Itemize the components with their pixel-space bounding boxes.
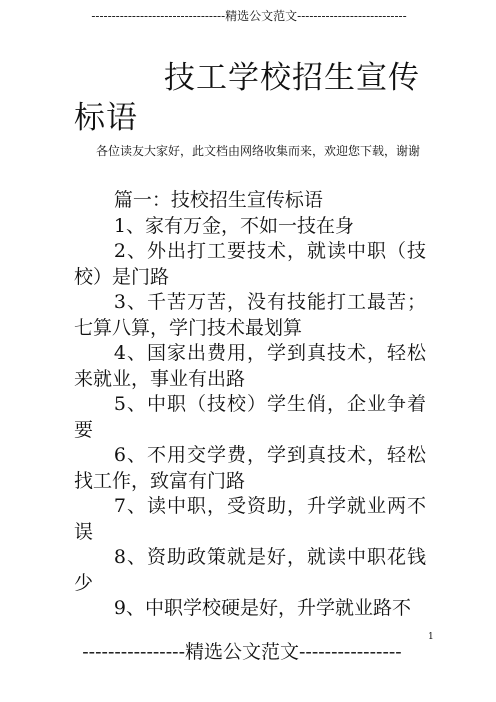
section-heading: 篇一：技校招生宣传标语 <box>113 189 323 211</box>
document-body <box>74 188 426 622</box>
list-item: 3、千苦万苦，没有技能打工最苦；七算八算，学门技术最划算 <box>74 291 426 339</box>
page-footer: ----------------精选公文范文---------------- <box>82 641 402 663</box>
title-line-1: 技工学校招生宣传 <box>164 60 420 96</box>
list-item: 1、家有万金，不如一技在身 <box>113 214 354 237</box>
document-title <box>74 58 428 138</box>
list-item: 9、中职学校硬是好，升学就业路不 <box>113 597 411 619</box>
list-item: 6、不用交学费，学到真技术，轻松找工作，致富有门路 <box>74 444 426 492</box>
download-notice: 各位读友大家好，此文档由网络收集而来，欢迎您下载，谢谢 <box>95 144 420 158</box>
title-line-2: 标语 <box>74 100 138 136</box>
page-number: 1 <box>428 632 434 642</box>
list-item: 2、外出打工要技术，就读中职（技校）是门路 <box>74 240 426 288</box>
page-header: ---------------------------------精选公文范文--------------------------- <box>91 9 407 23</box>
list-item: 8、资助政策就是好，就读中职花钱少 <box>74 546 426 594</box>
list-item: 5、中职（技校）学生俏，企业争着要 <box>74 393 426 441</box>
list-item: 7、读中职，受资助，升学就业两不误 <box>74 495 426 543</box>
list-item: 4、国家出费用，学到真技术，轻松来就业，事业有出路 <box>74 342 426 390</box>
